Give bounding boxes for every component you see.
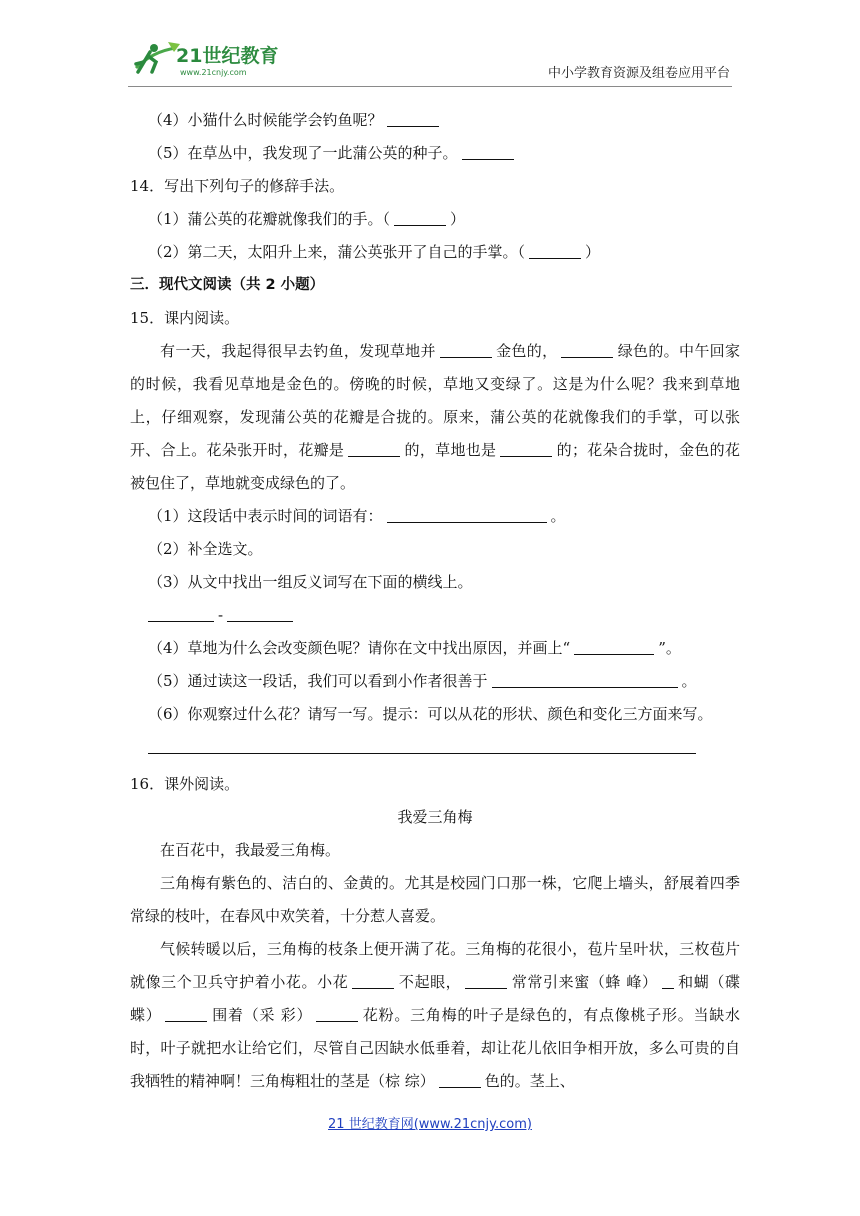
- q13-item-5: （5）在草丛中，我发现了一此蒲公英的种子。: [130, 137, 740, 170]
- answer-blank[interactable]: [462, 141, 514, 160]
- q14-stem: 14．写出下列句子的修辞手法。: [130, 177, 345, 195]
- q15-passage: 有一天，我起得很早去钓鱼，发现草地并 金色的， 绿色的。中午回家的时候，我看见草地是金色的。傍晚的时候，草地又变绿了。这是为什么呢？我来到草地上，仔细观察，发现蒲公英的花瓣是合拢的。原来，蒲公英的花就像我们的手掌，可以张开、合上。花朵张开时，花瓣是 的，草地也是 的；花朵合拢时，金色的花被包住了，草地就变成绿色的了。: [130, 335, 740, 500]
- header-divider: [128, 86, 732, 87]
- q15-item-4: （4）草地为什么会改变颜色呢？请你在文中找出原因，并画上“ ”。: [130, 632, 740, 665]
- q15-item-2: （2）补全选文。: [148, 540, 263, 558]
- answer-blank[interactable]: [561, 339, 613, 358]
- answer-blank[interactable]: [394, 207, 446, 226]
- answer-blank[interactable]: [574, 636, 654, 655]
- q13-item-4: （4）小猫什么时候能学会钓鱼呢？: [130, 104, 740, 137]
- q14-item-2: （2）第二天，太阳升上来，蒲公英张开了自己的手掌。（ ）: [130, 236, 740, 269]
- q16-stem: 16．课外阅读。: [130, 775, 240, 793]
- answer-blank[interactable]: [165, 1003, 207, 1022]
- answer-blank[interactable]: [348, 438, 400, 457]
- q15-item-1: （1）这段话中表示时间的词语有： 。: [130, 500, 740, 533]
- page-footer: [0, 1113, 860, 1132]
- answer-blank[interactable]: [440, 339, 492, 358]
- platform-name: 中小学教育资源及组卷应用平台: [547, 66, 730, 81]
- answer-blank[interactable]: [387, 108, 439, 127]
- answer-blank[interactable]: [465, 970, 507, 989]
- footer-link[interactable]: 21 世纪教育网(www.21cnjy.com): [328, 1117, 532, 1132]
- answer-blank[interactable]: [227, 603, 293, 622]
- q16-passage-title: 我爱三角梅: [397, 808, 473, 826]
- q15-stem: 15．课内阅读。: [130, 309, 240, 327]
- q15-item-3: （3）从文中找出一组反义词写在下面的横线上。: [148, 573, 473, 591]
- q16-paragraph-2: 三角梅有紫色的、洁白的、金黄的。尤其是校园门口那一株，它爬上墙头，舒展着四季常绿的枝叶，在春风中欢笑着，十分惹人喜爱。: [130, 874, 740, 925]
- answer-line[interactable]: [148, 731, 696, 754]
- answer-blank[interactable]: [352, 970, 394, 989]
- q16-paragraph-1: 在百花中，我最爱三角梅。: [160, 841, 341, 859]
- answer-blank[interactable]: [439, 1069, 481, 1088]
- q15-item-5: （5）通过读这一段话，我们可以看到小作者很善于 。: [130, 665, 740, 698]
- answer-blank[interactable]: [500, 438, 552, 457]
- answer-blank[interactable]: [387, 504, 547, 523]
- answer-blank[interactable]: [148, 603, 214, 622]
- svg-text:www.21cnjy.com: www.21cnjy.com: [180, 68, 247, 77]
- logo-21cnjy: [128, 38, 298, 82]
- answer-blank[interactable]: [529, 240, 581, 259]
- section-3-heading: 三．现代文阅读（共 2 小题）: [130, 277, 325, 293]
- q15-item-6: （6）你观察过什么花？请写一写。提示：可以从花的形状、颜色和变化三方面来写。: [148, 705, 713, 723]
- worksheet-content: [130, 104, 740, 1098]
- svg-text:21世纪教育: 21世纪教育: [176, 45, 279, 67]
- page-header: [0, 0, 860, 90]
- q16-paragraph-3: 气候转暖以后，三角梅的枝条上便开满了花。三角梅的花很小，苞片呈叶状，三枚苞片就像三个卫兵守护着小花。小花 不起眼， 常常引来蜜（蜂 峰） 和蝴（碟 蝶） 围着（采 彩） 花粉。三角梅的叶子是绿色的，有点像桃子形。当缺水时，叶子就把水让给它们，尽管自己因缺水低垂着，却让花儿依旧争相开放，多么可贵的自我牺牲的精神啊！三角梅粗壮的茎是（棕 综） 色的。茎上、: [130, 940, 740, 1090]
- q14-item-1: （1）蒲公英的花瓣就像我们的手。（ ）: [130, 203, 740, 236]
- answer-blank[interactable]: [316, 1003, 358, 1022]
- q15-item-3-answer: -: [130, 599, 740, 632]
- answer-blank[interactable]: [662, 970, 674, 989]
- answer-blank[interactable]: [492, 669, 678, 688]
